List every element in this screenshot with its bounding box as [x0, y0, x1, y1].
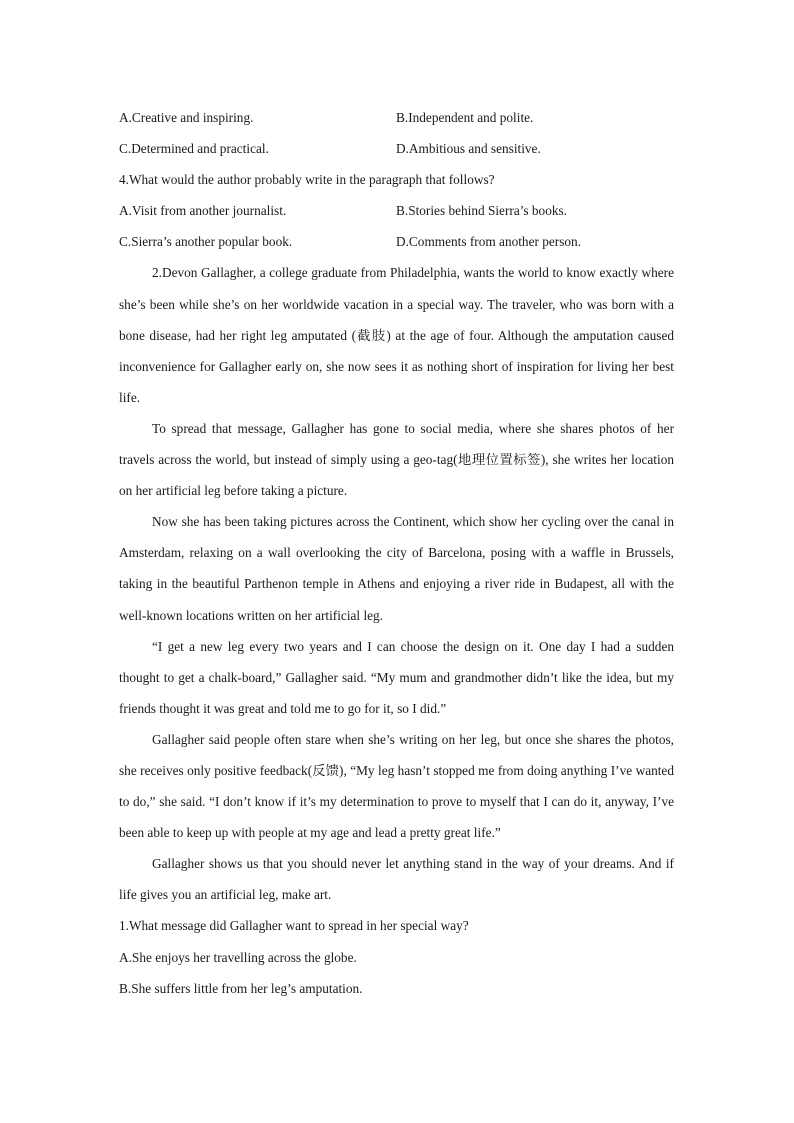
option-d: D.Ambitious and sensitive.: [396, 141, 541, 157]
option-b: B.She suffers little from her leg’s amputation.: [119, 980, 363, 996]
option-a: A.Creative and inspiring.: [119, 110, 254, 125]
option-c: C.Determined and practical.: [119, 141, 269, 157]
option-a: A.She enjoys her travelling across the globe.: [119, 949, 357, 965]
passage-paragraph-5: Gallagher said people often stare when she’s writing on her leg, but once she shares the photos, she receives only positive feedback(反馈), “My leg hasn’t stopped me from doing anything I’ve wanted to do,” she said. “I don’t know if it’s my determination to prove to myself that I can do it, anyway, I’ve been able to keep up with people at my age and lead a pretty great life.”: [119, 731, 674, 841]
passage-paragraph-2: To spread that message, Gallagher has gone to social media, where she shares photos of her travels across the world, but instead of simply using a geo-tag(地理位置标签), she writes her location on her artificial leg before taking a picture.: [119, 420, 674, 499]
reading-passage: [119, 257, 674, 910]
option-a: A.Visit from another journalist.: [119, 203, 287, 219]
option-b: B.Independent and polite.: [396, 110, 534, 125]
passage-paragraph-3: Now she has been taking pictures across the Continent, which show her cycling over the canal in Amsterdam, relaxing on a wall overlooking the city of Barcelona, posing with a waffle in Brussels, taking in the beautiful Parthenon temple in Athens and enjoying a river ride in Budapest, all with the well-known locations written on her artificial leg.: [119, 514, 674, 623]
q3-options-row-2: [119, 133, 674, 164]
passage-paragraph-6: Gallagher shows us that you should never let anything stand in the way of your dreams. And if life gives you an artificial leg, make art.: [119, 856, 674, 903]
q4-options-row-1: [119, 195, 674, 226]
passage-paragraph-1: 2.Devon Gallagher, a college graduate from Philadelphia, wants the world to know exactly where she’s been while she’s on her worldwide vacation in a special way. The traveler, who was born with a bone disease, had her right leg amputated (截肢) at the age of four. Although the amputation caused inconvenience for Gallagher early on, she now sees it as nothing short of inspiration for living her best life.: [119, 265, 674, 405]
option-b: B.Stories behind Sierra’s books.: [396, 203, 568, 219]
option-c: C.Sierra’s another popular book.: [119, 234, 293, 250]
passage-paragraph-4: “I get a new leg every two years and I can choose the design on it. One day I had a sudden thought to get a chalk-board,” Gallagher said. “My mum and grandmother didn’t like the idea, but my friends thought it was great and told me to go for it, so I did.”: [119, 638, 674, 716]
question-1: 1.What message did Gallagher want to spread in her special way?: [119, 918, 469, 934]
question-4: 4.What would the author probably write in the paragraph that follows?: [119, 172, 495, 188]
option-d: D.Comments from another person.: [396, 234, 582, 250]
q3-options-row-1: [119, 102, 674, 133]
q4-options-row-2: [119, 226, 674, 257]
